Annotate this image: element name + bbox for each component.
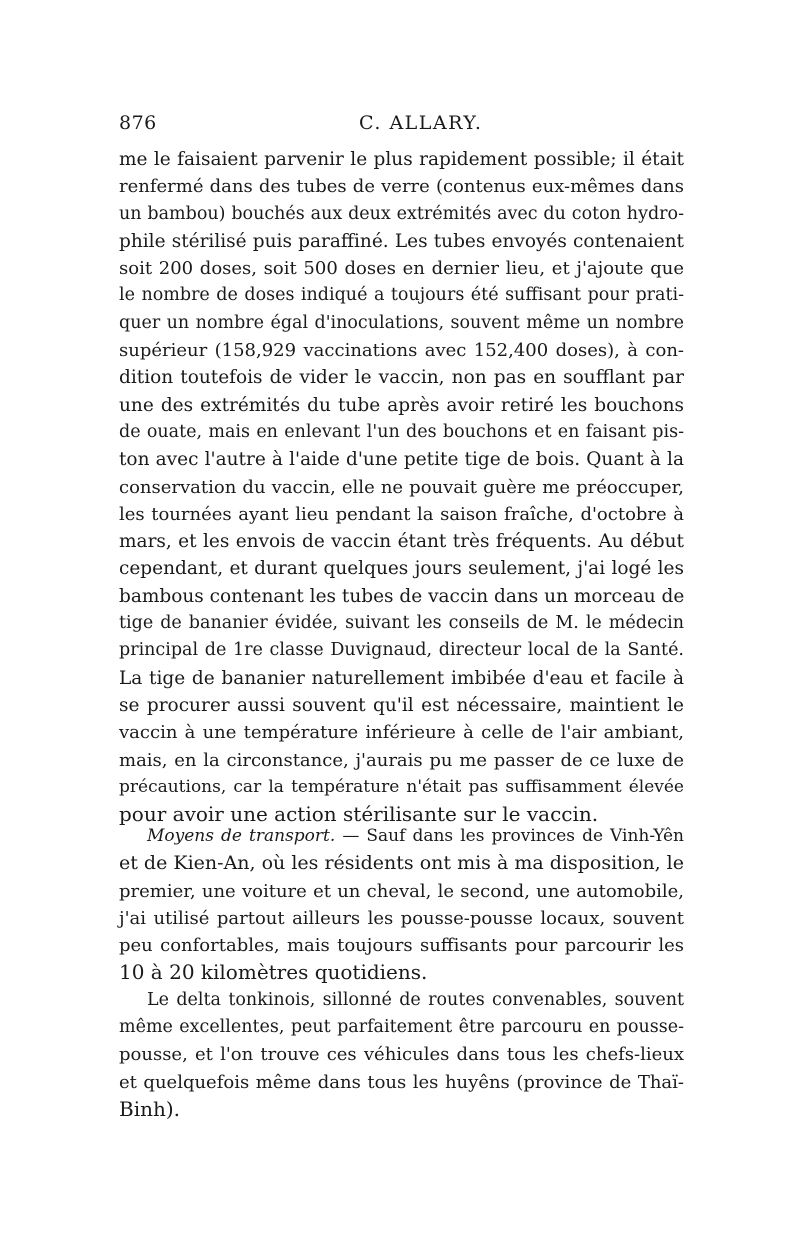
text-line: cependant, et durant quelques jours seulement, j'ai logé les [119,558,684,580]
text-line: vaccin à une température inférieure à celle de l'air ambiant, [119,722,684,744]
text-line: j'ai utilisé partout ailleurs les pousse-pousse locaux, souvent [119,907,684,929]
text-line: pour avoir une action stérilisante sur le vaccin. [119,802,599,827]
text-line: quer un nombre égal d'inoculations, souvent même un nombre [119,312,684,333]
text-line: La tige de bananier naturellement imbibée d'eau et facile à [119,667,684,689]
text-line: phile stérilisé puis paraffiné. Les tubes envoyés contenaient [119,230,684,252]
text-line: une des extrémités du tube après avoir retiré les bouchons [119,394,684,416]
text-line: pousse, et l'on trouve ces véhicules dans tous les chefs-lieux [119,1044,684,1066]
text-line: et de Kien-An, où les résidents ont mis à ma disposition, le [119,852,684,875]
text-line: de ouate, mais en enlevant l'un des bouchons et en faisant pis- [119,421,684,442]
text-line: et quelquefois même dans tous les huyêns (province de Thaï- [119,1071,684,1093]
body-text-continued [119,823,684,1123]
text-line: 10 à 20 kilomètres quotidiens. [119,960,428,985]
text-line: dition toutefois de vider le vaccin, non pas en soufflant par [119,367,684,389]
text-line: un bambou) bouchés aux deux extrémités avec du coton hydro- [119,203,684,224]
text-line: Le delta tonkinois, sillonné de routes convenables, souvent [147,989,684,1010]
text-line: principal de 1re classe Duvignaud, directeur local de la Santé. [119,640,684,661]
text-line: bambous contenant les tubes de vaccin dans un morceau de [119,585,685,607]
text-line: même excellentes, peut parfaitement être parcouru en pousse- [119,1017,684,1038]
text-line: soit 200 doses, soit 500 doses en dernier lieu, et j'ajoute que [119,258,684,280]
text-line: peu confortables, mais toujours suffisants pour parcourir les [119,935,684,957]
text-line-rest: — Sauf dans les provinces de Vinh-Yên [335,826,685,846]
text-line: me le faisaient parvenir le plus rapidement possible; il était [119,149,684,170]
text-line: le nombre de doses indiqué a toujours été suffisant pour prati- [119,285,684,306]
text-line: se procurer aussi souvent qu'il est nécessaire, maintient le [119,694,684,716]
page-header [119,112,684,142]
page-number: 876 [119,112,157,134]
text-line: mais, en la circonstance, j'aurais pu me passer de ce luxe de [119,749,684,771]
body-text [119,146,684,828]
text-line: les tournées ayant lieu pendant la saison fraîche, d'octobre à [119,503,684,525]
text-line: mars, et les envois de vaccin étant très fréquents. Au début [119,531,684,553]
text-line [119,823,684,850]
text-line: ton avec l'autre à l'aide d'une petite tige de bois. Quant à la [119,449,684,471]
text-line: supérieur (158,929 vaccinations avec 152,400 doses), à con- [119,340,684,362]
text-line: renfermé dans des tubes de verre (contenus eux-mêmes dans [119,176,684,198]
text-line: précautions, car la température n'était pas suffisamment élevée [119,776,684,797]
text-line: conservation du vaccin, elle ne pouvait guère me préoccuper, [119,476,684,498]
section-run-in-heading: Moyens de transport. [147,826,336,846]
text-line: tige de bananier évidée, suivant les conseils de M. le médecin [119,613,684,634]
text-line: Binh). [119,1096,181,1121]
running-head: C. ALLARY. [359,112,483,134]
text-line: premier, une voiture et un cheval, le second, une automobile, [119,880,684,902]
